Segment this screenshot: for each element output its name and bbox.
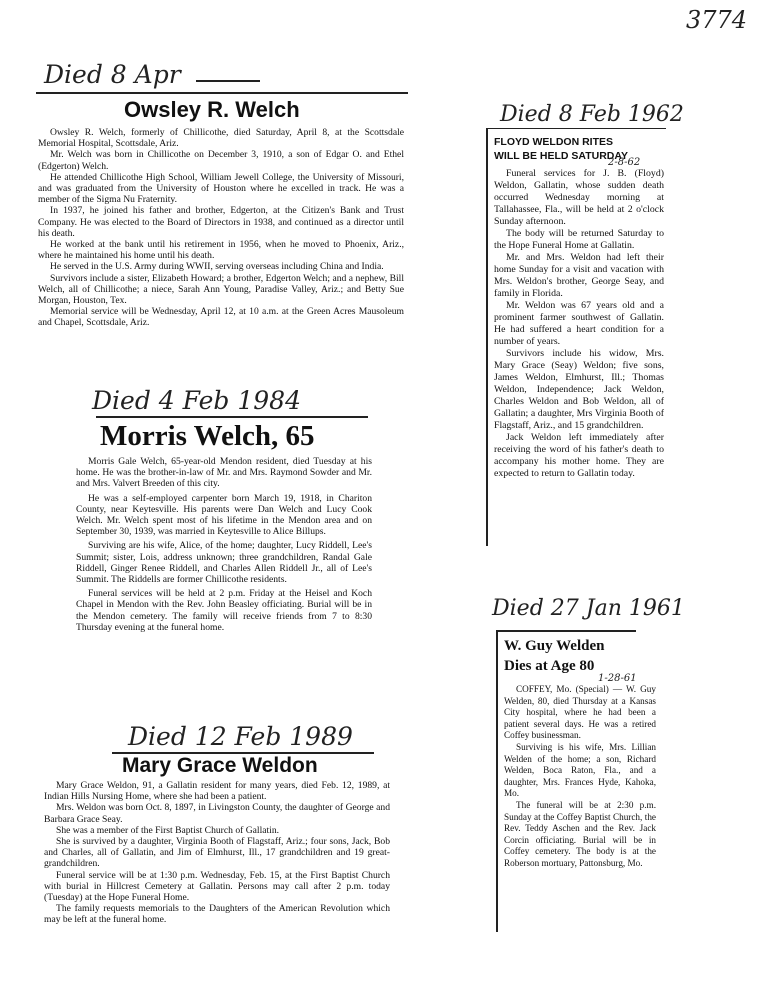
clip1-body <box>38 127 404 329</box>
clip3-paragraph: The family requests memorials to the Daughters of the American Revolution which may be left at the funeral home. <box>44 903 390 926</box>
clip5-date-note: 1-28-61 <box>598 673 637 684</box>
page-number: 3774 <box>686 6 748 34</box>
clip4-handnote: Died 8 Feb 1962 <box>500 102 684 127</box>
clip2-headline: Morris Welch, 65 <box>100 420 315 452</box>
clip1-paragraph: In 1937, he joined his father and brother, Edgerton, at the Citizen's Bank and Trust Company. He was elected to the Board of Directors in 1938, and continued as a director until his death. <box>38 205 404 239</box>
clip5-paragraph: The funeral will be at 2:30 p.m. Sunday at the Coffey Baptist Church, the Rev. Teddy Aschen and the Rev. Jack Corcin officiating. Burial will be in Coffey cemetery. The body is at the Roberson mortuary, Pattonsburg, Mo. <box>504 799 656 868</box>
clip3-body <box>44 780 390 926</box>
clip5-handnote: Died 27 Jan 1961 <box>492 596 685 621</box>
clip5-body <box>504 684 656 870</box>
clip5-top-rule <box>496 630 636 632</box>
clip1-paragraph: Mr. Welch was born in Chillicothe on December 3, 1910, a son of Edgar O. and Ethel (Edgerton) Welch. <box>38 149 404 172</box>
clip4-headline-line2: WILL BE HELD SATURDAY <box>494 150 628 162</box>
clip4-date-note: 2-8-62 <box>608 157 641 168</box>
clip5-headline-line1: W. Guy Welden <box>504 638 605 654</box>
clip1-paragraph: He served in the U.S. Army during WWII, serving overseas including China and India. <box>50 261 384 273</box>
clip4-paragraph: Mr. and Mrs. Weldon had left their home Sunday for a visit and vacation with Mrs. Weldon's brother, George Seay, and family in Florida. <box>494 252 664 299</box>
clip2-paragraph: Surviving are his wife, Alice, of the home; daughter, Lucy Riddell, Lee's Summit; sister, Lois, address unknown; three grandchildren, Randal Gale Riddell, Ginger Renee Riddell, and Charles Allen Riddell Jr., all of Lee's Summit. The Riddells are former Chillicothe residents. <box>76 540 372 586</box>
clip2-body <box>76 456 372 633</box>
clip1-paragraph: He attended Chillicothe High School, William Jewell College, the University of Missouri, and was graduated from the University of Houston where he excelled in track. He was a member of the Sigma Nu Fraternity. <box>38 171 404 206</box>
clip1-paragraph: He worked at the bank until his retirement in 1956, when he moved to Phoenix, Ariz., where he maintained his home until his death. <box>38 239 404 262</box>
clip4-paragraph: Mr. Weldon was 67 years old and a prominent farmer southwest of Gallatin. He had suffered a heart condition for a number of years. <box>494 300 664 347</box>
clip2-handnote: Died 4 Feb 1984 <box>92 386 301 415</box>
clip5-paragraph: COFFEY, Mo. (Special) — W. Guy Welden, 80, died Thursday at a Kansas City hospital, where he had been a patient several days. He was a retired Coffey businessman. <box>504 684 656 741</box>
clip4-body <box>494 168 664 480</box>
clip1-paragraph: Owsley R. Welch, formerly of Chillicothe, died Saturday, April 8, at the Scottsdale Memorial Hospital, Scottsdale, Ariz. <box>38 127 404 150</box>
clip2-top-rule <box>96 416 368 418</box>
clip1-paragraph: Memorial service will be Wednesday, April 12, at 10 a.m. at the Green Acres Mausoleum and Chapel, Scottsdale, Ariz. <box>38 306 404 329</box>
clip4-headline-line1: FLOYD WELDON RITES <box>494 136 613 148</box>
clip5-paragraph: Surviving is his wife, Mrs. Lillian Welden of the home; a son, Richard Welden, Boca Raton, Fla., and a daughter, Mrs. Frances Hyde, Kahoka, Mo. <box>504 741 656 799</box>
clip2-paragraph: Morris Gale Welch, 65-year-old Mendon resident, died Tuesday at his home. He was the brother-in-law of Mr. and Mrs. Raymond Sowder and Mr. and Mrs. Valvert Breeden of this city. <box>76 456 372 490</box>
clip4-paragraph: Funeral services for J. B. (Floyd) Weldon, Gallatin, whose sudden death occurred Wednesday morning at Tallahassee, Fla., will be held at 2 o'clock Sunday afternoon. <box>494 168 664 227</box>
clip3-paragraph: She was a member of the First Baptist Church of Gallatin. <box>56 824 280 836</box>
clip3-paragraph: Funeral service will be at 1:30 p.m. Wednesday, Feb. 15, at the First Baptist Church with burial in Hillcrest Cemetery at Gallatin. Persons may call after 2 p.m. today (Tuesday) at the Hope Funeral Home. <box>44 869 390 904</box>
clip4-paragraph: Survivors include his widow, Mrs. Mary Grace (Seay) Weldon; five sons, James Weldon, Elmhurst, Ill.; Thomas Weldon, Independence; Jack Weldon, Charles Weldon and Bob Weldon, all of Gallatin; a daughter, Mrs Virginia Booth of Flagstaff, Ariz., and 15 grandchildren. <box>494 348 664 431</box>
clip3-paragraph: Mary Grace Weldon, 91, a Gallatin resident for many years, died Feb. 12, 1989, at Indian Hills Nursing Home, where she had been a patient. <box>44 780 390 803</box>
clip3-paragraph: Mrs. Weldon was born Oct. 8, 1897, in Livingston County, the daughter of George and Barbara Grace Seay. <box>44 802 390 825</box>
clip3-headline: Mary Grace Weldon <box>122 754 318 777</box>
clip4-left-border <box>486 128 488 546</box>
clip4-paragraph: Jack Weldon left immediately after receiving the word of his father's death to accompany his mother home. They are expected to return to Gallatin today. <box>494 432 664 479</box>
clip1-headline: Owsley R. Welch <box>124 97 300 122</box>
clip4-top-rule <box>486 128 666 129</box>
clip3-paragraph: She is survived by a daughter, Virginia Booth of Flagstaff, Ariz.; four sons, Jack, Bob and Charles, all of Gallatin, and Jim of Elmhurst, Ill., 17 grandchildren and 19 great-grandchildren. <box>44 836 390 870</box>
clip5-headline-line2: Dies at Age 80 <box>504 658 595 674</box>
clip3-handnote: Died 12 Feb 1989 <box>128 722 353 751</box>
clip5-left-border <box>496 630 498 932</box>
clip1-handnote: Died 8 Apr <box>44 60 181 89</box>
clip2-paragraph: He was a self-employed carpenter born March 19, 1918, in Chariton County, near Keytesville. His parents were Dan Welch and Lucy Cook Welch. Mr. Welch spent most of his lifetime in the Mendon area and on September 30, 1939, was married in Keytesville to Alice Billups. <box>76 492 372 538</box>
clip4-paragraph: The body will be returned Saturday to the Hope Funeral Home at Gallatin. <box>494 228 664 251</box>
clip1-paragraph: Survivors include a sister, Elizabeth Howard; a brother, Edgerton Welch; and a nephew, Bill Welch, all of Chillicothe; a niece, Sarah Ann Young, Paradise Valley, Ariz.; and Betty Sue Morgan, Houston, Tex. <box>38 272 404 307</box>
clip1-hand-underline <box>196 80 260 82</box>
clip2-paragraph: Funeral services will be held at 2 p.m. Friday at the Heisel and Koch Chapel in Mendon with the Rev. John Beasley officiating. Burial will be in the Mendon cemetery. The family will receive friends from 7 to 8:30 Thursday evening at the funeral home. <box>76 588 372 633</box>
clip1-top-rule <box>36 92 408 94</box>
